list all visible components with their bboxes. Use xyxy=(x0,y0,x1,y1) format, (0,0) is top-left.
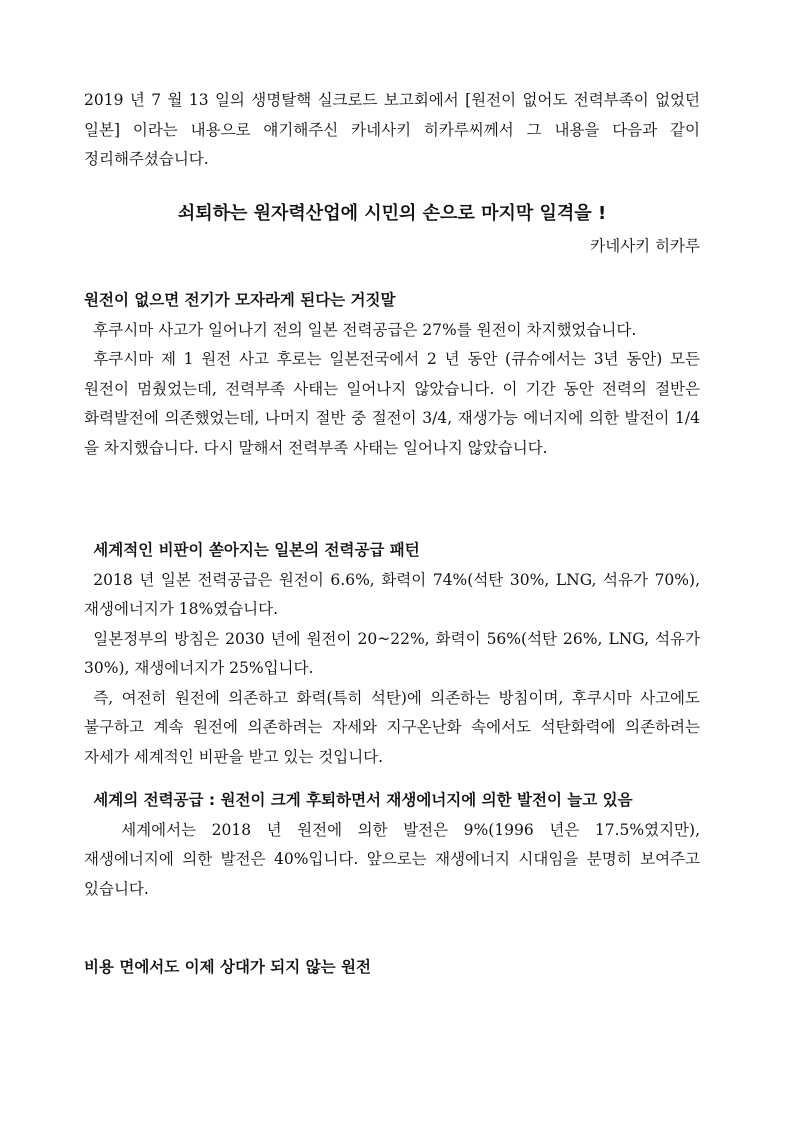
section-heading: 비용 면에서도 이제 상대가 되지 않는 원전 xyxy=(84,958,371,976)
section-nuclear-shortage-myth xyxy=(84,286,700,463)
section-heading: 원전이 없으면 전기가 모자라게 된다는 거짓말 xyxy=(84,291,396,309)
document-title: 쇠퇴하는 원자력산업에 시민의 손으로 마지막 일격을 ! xyxy=(177,203,607,224)
section-world-power-supply xyxy=(84,786,700,904)
section-paragraph: 일본정부의 방침은 2030 년에 원전이 20~22%, 화력이 56%(석탄 26%, LNG, 석유가 30%), 재생에너지가 25%입니다. xyxy=(84,629,700,677)
section-paragraph: 즉, 여전히 원전에 의존하고 화력(특히 석탄)에 의존하는 방침이며, 후쿠시마 사고에도 불구하고 계속 원전에 의존하려는 자세와 지구온난화 속에서도 석탄화력에 의존하려는 자세가 세계적인 비판을 받고 있는 것입니다. xyxy=(84,688,700,766)
section-paragraph: 세계에서는 2018 년 원전에 의한 발전은 9%(1996 년은 17.5%였지만), 재생에너지에 의한 발전은 40%입니다. 앞으로는 재생에너지 시대임을 분명히 보여주고 있습니다. xyxy=(84,820,700,898)
section-paragraph: 후쿠시마 사고가 일어나기 전의 일본 전력공급은 27%를 원전이 차지했었습니다. xyxy=(93,320,637,339)
author-name: 카네사키 히카루 xyxy=(590,237,700,255)
section-heading: 세계의 전력공급 : 원전이 크게 후퇴하면서 재생에너지에 의한 발전이 늘고 있음 xyxy=(93,791,633,809)
section-paragraph: 후쿠시마 제 1 원전 사고 후로는 일본전국에서 2 년 동안 (큐슈에서는 3년 동안) 모든 원전이 멈췄었는데, 전력부족 사태는 일어나지 않았습니다. 이 기간 동안 전력의 절반은 화력발전에 의존했었는데, 나머지 절반 중 절전이 3/4, 재생가능 에너지에 의한 발전이 1/4 을 차지했습니다. 다시 말해서 전력부족 사태는 일어나지 않았습니다. xyxy=(84,350,700,457)
intro-paragraph: 2019 년 7 월 13 일의 생명탈핵 실크로드 보고회에서 [원전이 없어도 전력부족이 없었던 일본] 이라는 내용으로 얘기해주신 카네사키 히카루씨께서 그 내용을 다음과 같이 정리해주셨습니다. xyxy=(84,91,700,168)
section-nuclear-cost xyxy=(84,953,700,983)
section-japan-power-supply xyxy=(84,536,700,772)
section-paragraph: 2018 년 일본 전력공급은 원전이 6.6%, 화력이 74%(석탄 30%, LNG, 석유가 70%), 재생에너지가 18%였습니다. xyxy=(84,570,700,618)
section-heading: 세계적인 비판이 쏟아지는 일본의 전력공급 패턴 xyxy=(93,541,420,559)
